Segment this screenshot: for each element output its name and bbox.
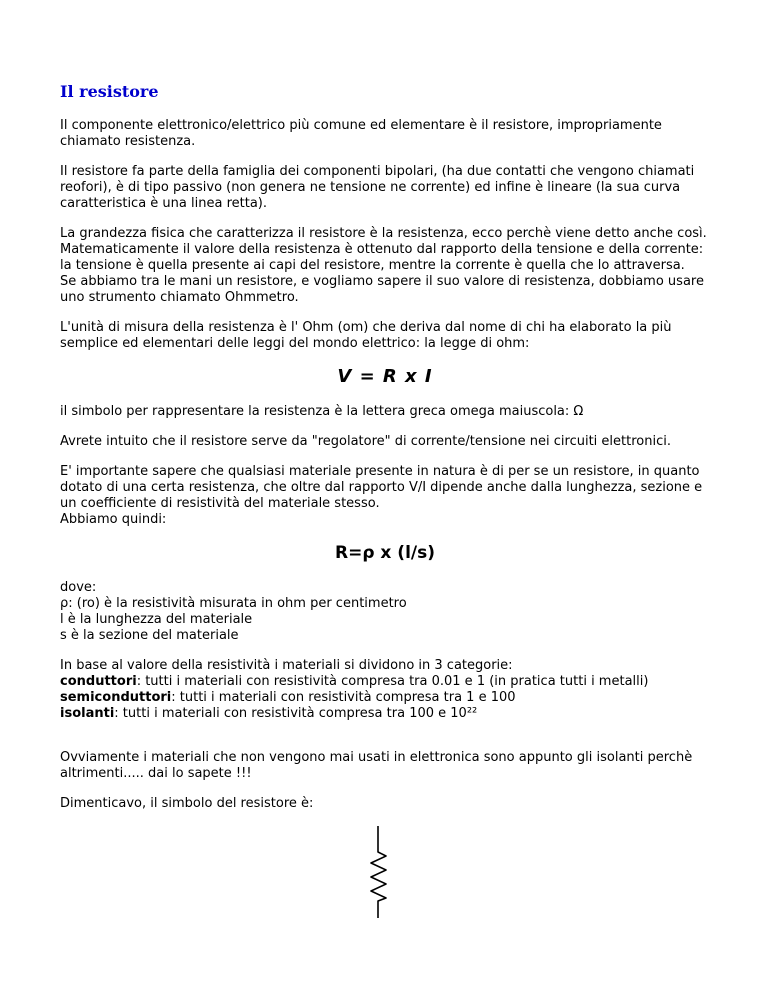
definition-line-1: dove: [60,580,97,595]
paragraph-definitions [60,580,710,644]
category-name-semiconductors: semiconduttori [60,690,172,705]
categories-intro: In base al valore della resistività i materiali si dividono in 3 categorie: [60,658,513,673]
resistivity-line-2: Abbiamo quindi: [60,512,167,527]
resistance-line-2: Matematicamente il valore della resistenza è ottenuto dal rapporto della tensione e della corrente: la tensione è quella presente ai capi del resistore, mentre la corrente è quella che lo attraversa. [60,242,704,273]
paragraph-symbol-intro: Dimenticavo, il simbolo del resistore è: [60,796,314,811]
paragraph-resistance [60,226,710,306]
paragraph-omega-symbol: il simbolo per rappresentare la resistenza è la lettera greca omega maiuscola: Ω [60,404,584,419]
resistance-line-3: Se abbiamo tra le mani un resistore, e vogliamo sapere il suo valore di resistenza, dobbiamo usare uno strumento chiamato Ohmmetro. [60,274,704,305]
category-text-insulators: : tutti i materiali con resistività compresa tra 100 e 10²² [114,706,478,721]
definition-line-2: ρ: (ro) è la resistività misurata in ohm per centimetro [60,596,407,611]
paragraph-bipolar: Il resistore fa parte della famiglia dei componenti bipolari, (ha due contatti che vengono chiamati reofori), è di tipo passivo (non genera ne tensione ne corrente) ed infine è lineare (la sua curva caratteristica è una linea retta). [60,164,695,211]
paragraph-insulators: Ovviamente i materiali che non vengono mai usati in elettronica sono appunto gli isolanti perchè altrimenti..... dai lo sapete !!! [60,750,693,781]
paragraph-categories [60,658,710,722]
category-text-semiconductors: : tutti i materiali con resistività compresa tra 1 e 100 [171,690,516,705]
paragraph-ohm-unit: L'unità di misura della resistenza è l' Ohm (om) che deriva dal nome di chi ha elaborato la più semplice ed elementari delle leggi del mondo elettrico: la legge di ohm: [60,320,672,351]
category-name-conductors: conduttori [60,674,137,689]
definition-line-4: s è la sezione del materiale [60,628,239,643]
document-page [60,82,710,826]
ohm-law-formula: V = R x I [337,366,433,387]
spacer [60,736,710,750]
category-text-conductors: : tutti i materiali con resistività compresa tra 0.01 e 1 (in pratica tutti i metalli) [136,674,649,689]
paragraph-regulator: Avrete intuito che il resistore serve da "regolatore" di corrente/tensione nei circuiti elettronici. [60,434,671,449]
paragraph-resistivity [60,464,710,528]
resistivity-line-1: E' importante sapere che qualsiasi materiale presente in natura è di per se un resistore, in quanto dotato di una certa resistenza, che oltre dal rapporto V/I dipende anche dalla lunghezza, sezione e un coefficiente di resistività del materiale stesso. [60,464,703,511]
resistance-line-1: La grandezza fisica che caratterizza il resistore è la resistenza, ecco perchè viene detto anche così. [60,226,707,241]
category-name-insulators: isolanti [60,706,115,721]
resistivity-formula: R=ρ x (l/s) [335,543,435,563]
resistor-symbol-icon [366,826,390,918]
page-title: Il resistore [60,82,159,101]
definition-line-3: l è la lunghezza del materiale [60,612,253,627]
paragraph-intro: Il componente elettronico/elettrico più comune ed elementare è il resistore, impropriamente chiamato resistenza. [60,118,662,149]
